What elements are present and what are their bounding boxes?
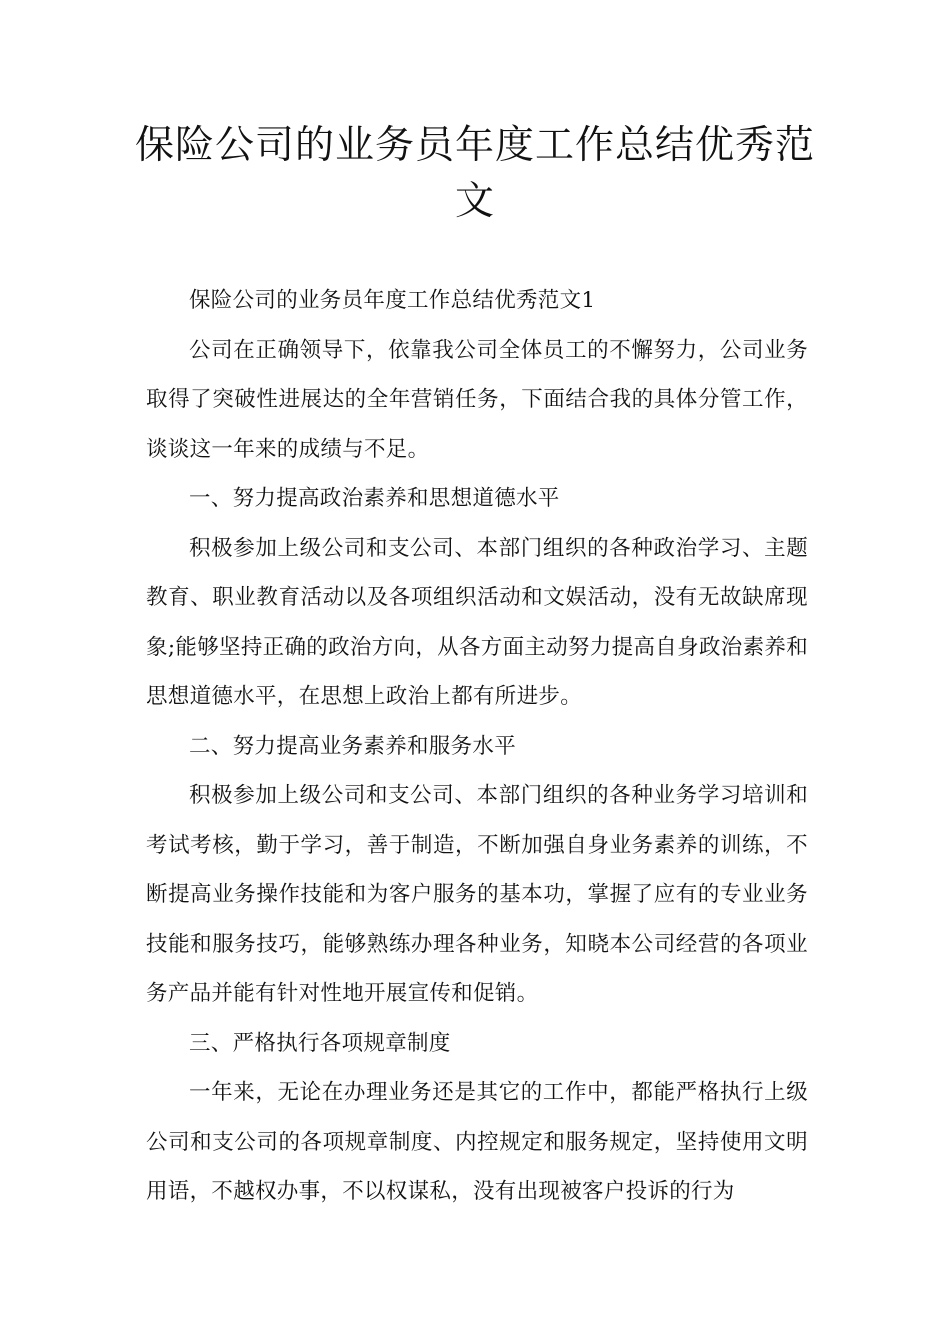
politics-paragraph: 积极参加上级公司和支公司、本部门组织的各种政治学习、主题教育、职业教育活动以及各项组织活动和文娱活动，没有无故缺席现象;能够坚持正确的政治方向，从各方面主动努力提高自身政治素养和思想道德水平，在思想上政治上都有所进步。 (146, 535, 808, 709)
document-body (146, 276, 808, 1217)
section-heading-rules: 三、严格执行各项规章制度 (189, 1030, 451, 1056)
section-heading-1: 保险公司的业务员年度工作总结优秀范文1 (189, 288, 596, 313)
business-paragraph: 积极参加上级公司和支公司、本部门组织的各种业务学习培训和考试考核，勤于学习，善于制造，不断加强自身业务素养的训练，不断提高业务操作技能和为客户服务的基本功，掌握了应有的专业业务技能和服务技巧，能够熟练办理各种业务，知晓本公司经营的各项业务产品并能有针对性地开展宣传和促销。 (146, 783, 808, 1006)
intro-paragraph: 公司在正确领导下，依靠我公司全体员工的不懈努力，公司业务取得了突破性进展达的全年营销任务，下面结合我的具体分管工作，谈谈这一年来的成绩与不足。 (146, 337, 808, 462)
document-title: 保险公司的业务员年度工作总结优秀范文 (134, 123, 815, 224)
rules-paragraph: 一年来，无论在办理业务还是其它的工作中，都能严格执行上级公司和支公司的各项规章制度、内控规定和服务规定，坚持使用文明用语，不越权办事，不以权谋私，没有出现被客户投诉的行为 (146, 1080, 808, 1204)
section-heading-politics: 一、努力提高政治素养和思想道德水平 (189, 486, 560, 511)
section-heading-business: 二、努力提高业务素养和服务水平 (189, 733, 517, 759)
